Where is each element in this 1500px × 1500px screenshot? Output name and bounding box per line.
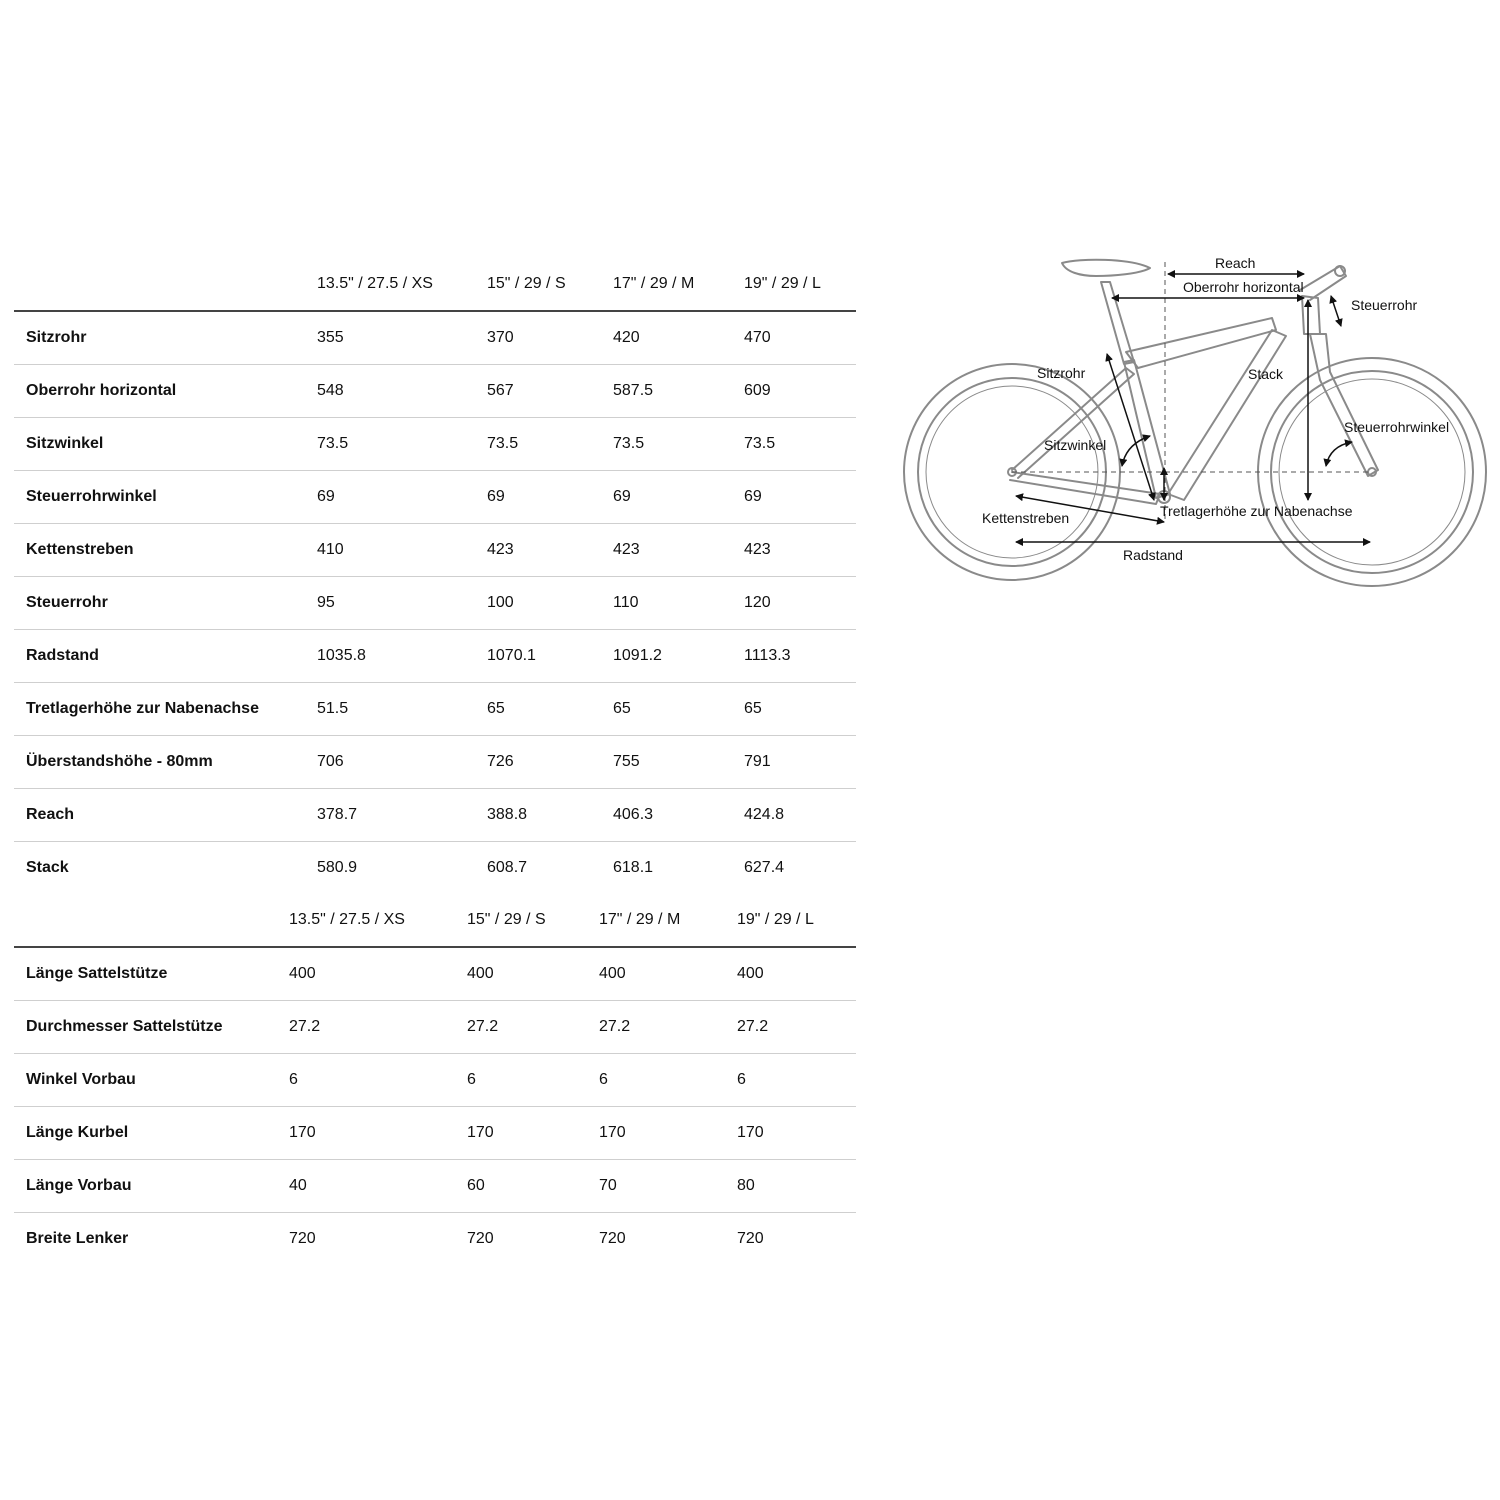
table-cell: 720 [289,1230,316,1247]
table-cell: 170 [289,1107,467,1160]
label-kettenstreben: Kettenstreben [982,510,1070,526]
table-cell: 548 [317,365,487,418]
table-row [14,947,856,1001]
table-cell: 65 [487,683,613,736]
row-label: Stack [26,859,69,876]
steuerrohr-arrow [1331,296,1341,326]
table-cell: 80 [737,1160,856,1213]
table-cell: 400 [599,947,737,1001]
label-oberrohr: Oberrohr horizontal [1183,279,1304,295]
size-header: 17" / 29 / M [599,893,737,947]
table-cell: 73.5 [487,418,613,471]
table-cell: 170 [467,1107,599,1160]
table-cell: 1113.3 [744,630,856,683]
table-cell: 69 [744,471,856,524]
table-cell: 567 [487,365,613,418]
table-row [14,1001,856,1054]
table-cell: 608.7 [487,859,528,876]
row-label: Winkel Vorbau [14,1054,289,1107]
label-radstand: Radstand [1123,547,1183,563]
table-cell: 27.2 [599,1001,737,1054]
table-cell: 423 [487,524,613,577]
table-cell: 110 [613,577,744,630]
table-cell: 400 [289,947,467,1001]
table-row [14,630,856,683]
stem-handlebar [1300,266,1346,300]
table-cell: 400 [737,947,856,1001]
row-label: Durchmesser Sattelstütze [14,1001,289,1054]
size-header: 15" / 29 / S [467,893,599,947]
table-cell: 1070.1 [487,630,613,683]
size-header: 17" / 29 / M [613,257,744,311]
table-cell: 424.8 [744,789,856,842]
row-label: Steuerrohr [14,577,317,630]
head-tube [1302,296,1320,334]
label-sitzwinkel: Sitzwinkel [1044,437,1107,453]
row-label: Radstand [14,630,317,683]
table-cell: 27.2 [289,1001,467,1054]
table-cell: 65 [744,683,856,736]
table-cell: 587.5 [613,365,744,418]
label-sitzrohr: Sitzrohr [1037,365,1086,381]
row-label: Breite Lenker [26,1230,129,1247]
table-cell: 706 [317,736,487,789]
row-label: Länge Kurbel [14,1107,289,1160]
table-row [14,1107,856,1160]
table-row [14,1054,856,1107]
table-cell: 73.5 [613,418,744,471]
diagram-labels [982,255,1449,563]
table-cell: 580.9 [317,859,358,876]
table-cell: 420 [613,311,744,365]
table-row [14,842,856,895]
table-cell: 627.4 [744,859,785,876]
size-header: 19" / 29 / L [737,893,856,947]
row-label: Überstandshöhe - 80mm [14,736,317,789]
table-cell: 755 [613,736,744,789]
table-cell: 6 [289,1054,467,1107]
label-reach: Reach [1215,255,1256,271]
table-cell: 791 [744,736,856,789]
fork [1310,334,1378,476]
table-row [14,418,856,471]
size-header: 13.5" / 27.5 / XS [289,893,467,947]
table-cell: 27.2 [467,1001,599,1054]
row-label: Reach [14,789,317,842]
row-label: Sitzwinkel [14,418,317,471]
size-header: 19" / 29 / L [744,257,856,311]
header-corner [14,257,317,311]
table-cell: 370 [487,311,613,365]
table-cell: 609 [744,365,856,418]
table-cell: 27.2 [737,1001,856,1054]
table-cell: 60 [467,1160,599,1213]
table-row [14,471,856,524]
size-header: 13.5" / 27.5 / XS [317,257,487,311]
table-cell: 720 [737,1230,764,1247]
label-steuerrohrwinkel: Steuerrohrwinkel [1344,419,1450,435]
saddle [1062,260,1150,276]
table-cell: 388.8 [487,789,613,842]
table-cell: 6 [467,1054,599,1107]
seatstay [1012,368,1134,478]
row-label: Sitzrohr [14,311,317,365]
row-label: Oberrohr horizontal [14,365,317,418]
table-cell: 423 [613,524,744,577]
row-label: Kettenstreben [14,524,317,577]
table-cell: 69 [613,471,744,524]
table-cell: 73.5 [317,418,487,471]
steuerrohrwinkel-arc [1326,442,1352,466]
row-label: Länge Sattelstütze [14,947,289,1001]
components-table [14,893,856,1265]
table-row [14,1213,856,1266]
table-cell: 720 [599,1230,626,1247]
table-row [14,1160,856,1213]
table-cell: 470 [744,311,856,365]
table-cell: 355 [317,311,487,365]
bike-geometry-diagram [900,250,1500,600]
label-tretlager: Tretlagerhöhe zur Nabenachse [1160,503,1353,519]
table-cell: 65 [613,683,744,736]
table-cell: 618.1 [613,859,654,876]
table-cell: 6 [737,1054,856,1107]
table-cell: 1035.8 [317,630,487,683]
table-row [14,524,856,577]
table-cell: 170 [737,1107,856,1160]
table-cell: 95 [317,577,487,630]
table-cell: 400 [467,947,599,1001]
size-header-row [14,257,856,311]
table-cell: 70 [599,1160,737,1213]
table-row [14,365,856,418]
table-cell: 51.5 [317,683,487,736]
label-stack: Stack [1248,366,1284,382]
table-row [14,789,856,842]
table-cell: 726 [487,736,613,789]
table-cell: 73.5 [744,418,856,471]
header-corner [14,893,289,947]
table-cell: 406.3 [613,789,744,842]
row-label: Tretlagerhöhe zur Nabenachse [14,683,317,736]
size-header: 15" / 29 / S [487,257,613,311]
table-cell: 720 [467,1230,494,1247]
table-cell: 69 [317,471,487,524]
table-cell: 100 [487,577,613,630]
label-steuerrohr: Steuerrohr [1351,297,1418,313]
table-row [14,683,856,736]
row-label: Länge Vorbau [14,1160,289,1213]
table-cell: 423 [744,524,856,577]
table-row [14,736,856,789]
table-cell: 1091.2 [613,630,744,683]
table-cell: 410 [317,524,487,577]
table-cell: 40 [289,1160,467,1213]
table-cell: 69 [487,471,613,524]
table-cell: 120 [744,577,856,630]
table-cell: 6 [599,1054,737,1107]
table-cell: 378.7 [317,789,487,842]
table-cell: 170 [599,1107,737,1160]
table-row [14,577,856,630]
row-label: Steuerrohrwinkel [14,471,317,524]
front-wheel-rim [1279,379,1465,565]
size-header-row [14,893,856,947]
geometry-table [14,257,856,894]
table-row [14,311,856,365]
